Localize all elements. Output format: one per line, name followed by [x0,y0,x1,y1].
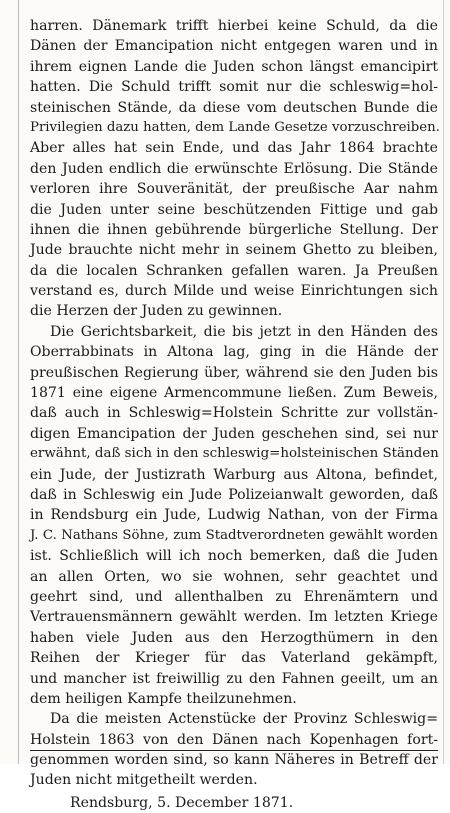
text-line: genommen worden sind, so kann Näheres in Betreff der [30,752,438,769]
text-line: daß auch in Schleswig=Holstein Schritte zur vollstän- [30,405,438,422]
text-line: Aber alles hat sein Ende, und das Jahr 1864 brachte [30,140,438,157]
page-edge-right [443,0,444,764]
bottom-rule [30,750,438,751]
text-line: erwähnt, daß sich in den schleswig=holsteinischen Ständen [30,446,439,462]
text-line: ihrem eignen Lande die Juden schon längst emancipirt [30,58,438,75]
text-line: Jude brauchte nicht mehr in seinem Ghetto zu bleiben, [30,242,438,259]
text-line: hatten. Die Schuld trifft somit nur die schleswig=hol- [30,79,438,96]
text-line: Privilegien dazu hatten, dem Lande Gesetze vorzuschreiben. [30,119,440,135]
text-line: Die Gerichtsbarkeit, die bis jetzt in den Händen des [50,323,438,340]
text-line: haben viele Juden aus den Herzogthümern in den [30,629,438,646]
text-line: Da die meisten Actenstücke der Provinz Schleswig= [50,711,438,728]
text-line: verloren ihre Souveränität, der preußische Aar nahm [30,181,438,198]
text-line: ist. Schließlich will ich noch bemerken, daß die Juden [30,548,438,565]
text-line: an allen Orten, wo sie wohnen, sehr geachtet und [30,568,438,585]
text-line: preußischen Regierung über, während sie den Juden bis [30,364,438,381]
text-line: ihnen die ihnen gebührende bürgerliche Stellung. Der [30,221,438,238]
text-line: 1871 eine eigene Armencommune ließen. Zum Beweis, [30,385,438,402]
text-line: J. C. Nathans Söhne, zum Stadtverordneten gewählt worden [30,527,438,543]
text-line: harren. Dänemark trifft hierbei keine Schuld, da die [30,18,438,34]
text-line: Holstein 1863 von den Dänen nach Kopenhagen fort- [30,731,438,748]
text-line: Vertrauensmännern gewählt werden. Im letzten Kriege [30,609,438,626]
text-line: Reihen der Krieger für das Vaterland gekämpft, [30,650,438,667]
text-line: und mancher ist freiwillig zu den Fahnen geeilt, um an [30,670,438,687]
article-text [30,16,438,813]
text-line: dem heiligen Kampfe theilzunehmen. [30,690,297,707]
text-line: ein Jude, der Justizrath Warburg aus Altona, befindet, [30,466,438,483]
text-line: digen Emancipation der Juden geschehen sind, sei nur [30,425,438,442]
text-line: Oberrabbinats in Altona lag, ging in die Hände der [30,344,438,361]
text-line: geehrt sind, und allenthalben zu Ehrenämtern und [30,588,438,605]
page-edge-left [18,0,19,764]
text-line: steinischen Stände, da diese vom deutschen Bunde die [30,99,438,116]
text-line: Juden nicht mitgetheilt werden. [30,772,258,789]
text-line: da die localen Schranken gefallen waren. Ja Preußen [30,262,438,279]
text-line: die Herzen der Juden zu gewinnen. [30,303,283,320]
text-line: den Juden endlich die erwünschte Erlösung. Die Stände [30,160,438,177]
text-line: in Rendsburg ein Jude, Ludwig Nathan, von der Firma [30,507,438,524]
text-line: Dänen der Emancipation nicht entgegen waren und in [30,38,438,55]
text-line: verstand es, durch Milde und weise Einrichtungen sich [30,283,438,300]
text-line: die Juden unter seine beschützenden Fittige und gab [30,201,438,218]
text-line: daß in Schleswig ein Jude Polizeianwalt geworden, daß [30,486,438,503]
dateline: Rendsburg, 5. December 1871. [70,794,294,811]
